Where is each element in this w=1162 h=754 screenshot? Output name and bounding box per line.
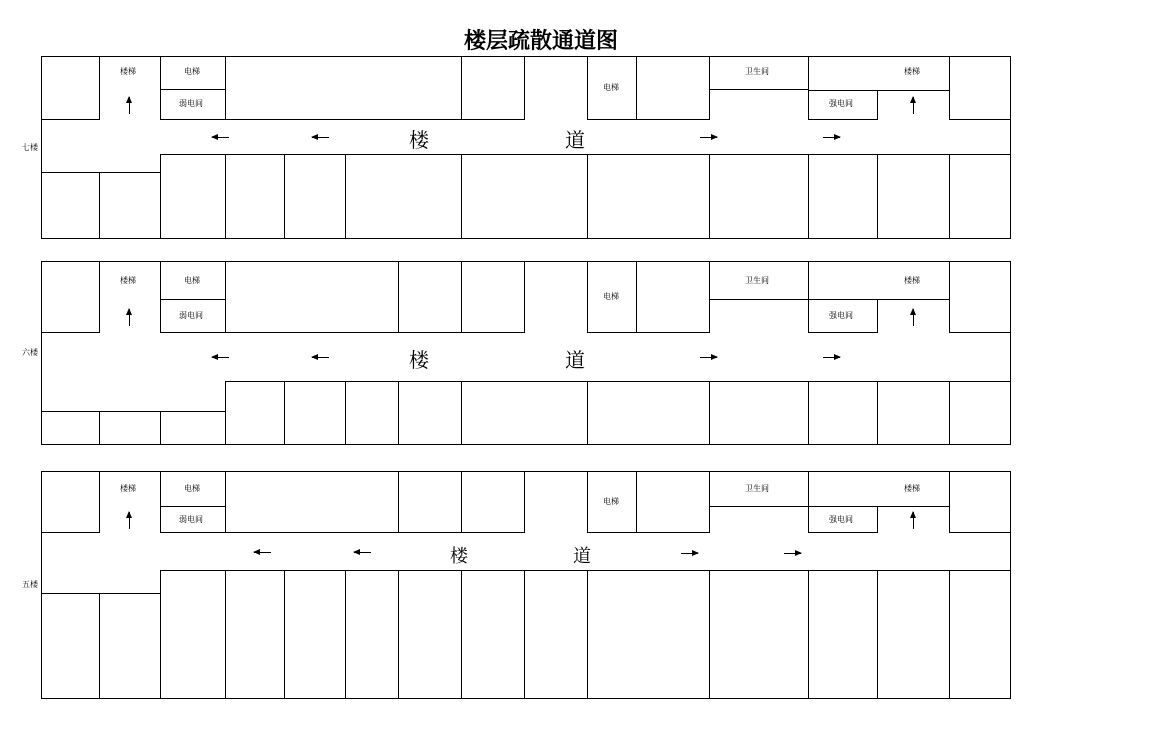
arrow-left-icon — [254, 552, 271, 553]
floor-label-5: 五楼 — [22, 580, 38, 589]
room — [587, 381, 710, 445]
arrow-right-icon — [823, 357, 840, 358]
room — [949, 570, 1011, 699]
room — [461, 381, 588, 445]
weak-current-label: 弱电间 — [179, 515, 203, 524]
room — [808, 261, 950, 300]
arrow-right-icon — [700, 357, 717, 358]
room — [398, 570, 462, 699]
room — [160, 154, 226, 239]
room — [284, 570, 346, 699]
corridor-label: 道 — [573, 546, 591, 567]
room — [461, 570, 525, 699]
room — [225, 56, 462, 120]
room — [41, 261, 100, 333]
room — [808, 381, 878, 445]
room — [808, 471, 950, 507]
room — [636, 471, 710, 533]
room — [949, 261, 1011, 333]
room — [398, 261, 462, 333]
stairs-label: 楼梯 — [904, 484, 920, 493]
room — [877, 154, 950, 239]
room — [225, 570, 285, 699]
room — [398, 471, 462, 533]
room — [99, 411, 161, 445]
restroom-label: 卫生间 — [745, 276, 769, 285]
room — [587, 154, 710, 239]
elevator-label: 电梯 — [184, 276, 200, 285]
room — [709, 570, 809, 699]
floor-plan-5 — [41, 471, 1011, 699]
corridor-label: 道 — [565, 348, 585, 372]
arrow-left-icon — [354, 552, 371, 553]
arrow-up-icon — [913, 97, 914, 114]
floor-plan-6 — [41, 261, 1011, 445]
weak-current-label: 弱电间 — [179, 311, 203, 320]
room — [461, 261, 525, 333]
room — [709, 154, 809, 239]
room — [41, 172, 100, 239]
restroom-label: 卫生间 — [745, 484, 769, 493]
room — [345, 381, 399, 445]
room — [225, 154, 285, 239]
room — [284, 381, 346, 445]
arrow-up-icon — [913, 512, 914, 529]
arrow-left-icon — [312, 137, 329, 138]
room — [99, 593, 161, 699]
corridor-label: 楼 — [409, 348, 429, 372]
arrow-right-icon — [681, 553, 698, 554]
arrow-up-icon — [129, 512, 130, 529]
room — [284, 154, 346, 239]
room — [398, 381, 462, 445]
stairs-label: 楼梯 — [904, 67, 920, 76]
room — [41, 56, 100, 120]
arrow-right-icon — [823, 137, 840, 138]
room — [225, 261, 399, 333]
room — [41, 471, 100, 533]
room — [345, 154, 462, 239]
room — [636, 56, 710, 120]
arrow-left-icon — [312, 357, 329, 358]
corridor-label: 道 — [565, 128, 585, 152]
arrow-up-icon — [129, 309, 130, 326]
arrow-up-icon — [129, 97, 130, 114]
room — [636, 261, 710, 333]
arrow-left-icon — [212, 137, 229, 138]
strong-current-label: 强电间 — [829, 99, 853, 108]
arrow-left-icon — [212, 357, 229, 358]
strong-current-label: 强电间 — [829, 515, 853, 524]
elevator-label: 电梯 — [184, 67, 200, 76]
restroom-label: 卫生间 — [745, 67, 769, 76]
room — [225, 381, 285, 445]
strong-current-label: 强电间 — [829, 311, 853, 320]
room — [949, 471, 1011, 533]
floor-label-7: 七楼 — [22, 143, 38, 152]
weak-current-label: 弱电间 — [179, 99, 203, 108]
elevator-label: 电梯 — [603, 83, 619, 92]
room — [99, 172, 161, 239]
stairs-label: 楼梯 — [120, 276, 136, 285]
elevator-label: 电梯 — [603, 292, 619, 301]
corridor-label: 楼 — [409, 128, 429, 152]
elevator-label: 电梯 — [603, 497, 619, 506]
room — [461, 154, 588, 239]
room — [225, 471, 399, 533]
room — [345, 570, 399, 699]
room — [461, 56, 525, 120]
room — [41, 593, 100, 699]
corridor-label: 楼 — [450, 546, 468, 567]
room — [524, 570, 588, 699]
arrow-up-icon — [913, 309, 914, 326]
elevator-label: 电梯 — [184, 484, 200, 493]
room — [877, 570, 950, 699]
room — [877, 381, 950, 445]
room — [808, 154, 878, 239]
page-title: 楼层疏散通道图 — [463, 28, 618, 54]
floor-plan-7 — [41, 56, 1011, 239]
room — [709, 381, 809, 445]
room — [949, 56, 1011, 120]
stairs-label: 楼梯 — [120, 484, 136, 493]
room — [949, 381, 1011, 445]
room — [808, 56, 950, 91]
room — [461, 471, 525, 533]
room — [808, 570, 878, 699]
room — [949, 154, 1011, 239]
stairs-label: 楼梯 — [120, 67, 136, 76]
floor-label-6: 六楼 — [22, 348, 38, 357]
room — [160, 411, 226, 445]
stairs-label: 楼梯 — [904, 276, 920, 285]
arrow-right-icon — [784, 553, 801, 554]
room — [587, 570, 710, 699]
room — [160, 570, 226, 699]
arrow-right-icon — [700, 137, 717, 138]
room — [41, 411, 100, 445]
